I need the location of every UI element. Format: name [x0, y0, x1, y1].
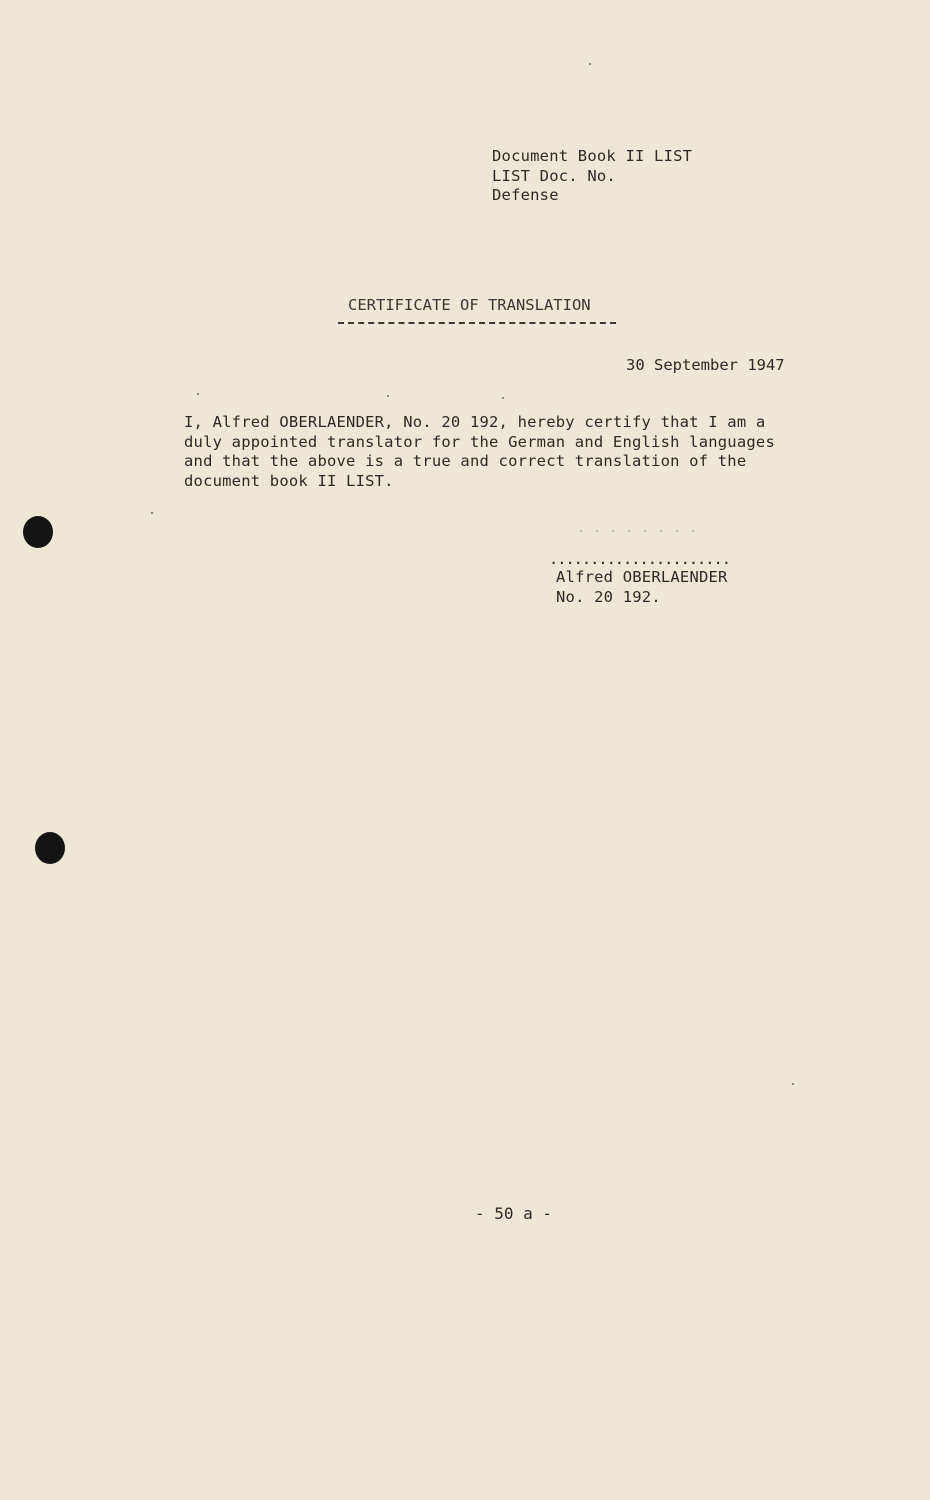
- paper-speck: [502, 397, 504, 399]
- body-line-1: I, Alfred OBERLAENDER, No. 20 192, hereby certify that I am a: [184, 413, 766, 431]
- body-line-2: duly appointed translator for the German and English languages: [184, 432, 775, 451]
- document-book-line: Document Book II LIST: [492, 147, 693, 165]
- paper-speck: [589, 63, 591, 65]
- paper-speck: [792, 1083, 794, 1085]
- punch-hole-bottom: [35, 832, 65, 864]
- paper-speck: [387, 395, 389, 397]
- signature-line: ......................: [550, 553, 731, 567]
- certificate-date: 30 September 1947: [626, 356, 785, 374]
- paper-speck: [197, 393, 199, 395]
- certificate-body: [184, 413, 775, 491]
- title-underline: [338, 322, 616, 324]
- certificate-title: CERTIFICATE OF TRANSLATION: [348, 296, 591, 314]
- faint-dotted-mark: . . . . . . . .: [578, 524, 699, 535]
- paper-speck: [151, 512, 153, 514]
- document-header: [492, 147, 692, 206]
- defense-line: Defense: [492, 186, 559, 204]
- signatory-name: Alfred OBERLAENDER: [556, 568, 728, 586]
- punch-hole-top: [23, 516, 53, 548]
- body-line-4: document book II LIST.: [184, 471, 394, 490]
- signature-block: [556, 568, 728, 607]
- signatory-number: No. 20 192.: [556, 587, 661, 606]
- body-line-3: and that the above is a true and correct translation of the: [184, 452, 747, 470]
- doc-number-line: LIST Doc. No.: [492, 166, 616, 185]
- page-number: - 50 a -: [475, 1204, 553, 1223]
